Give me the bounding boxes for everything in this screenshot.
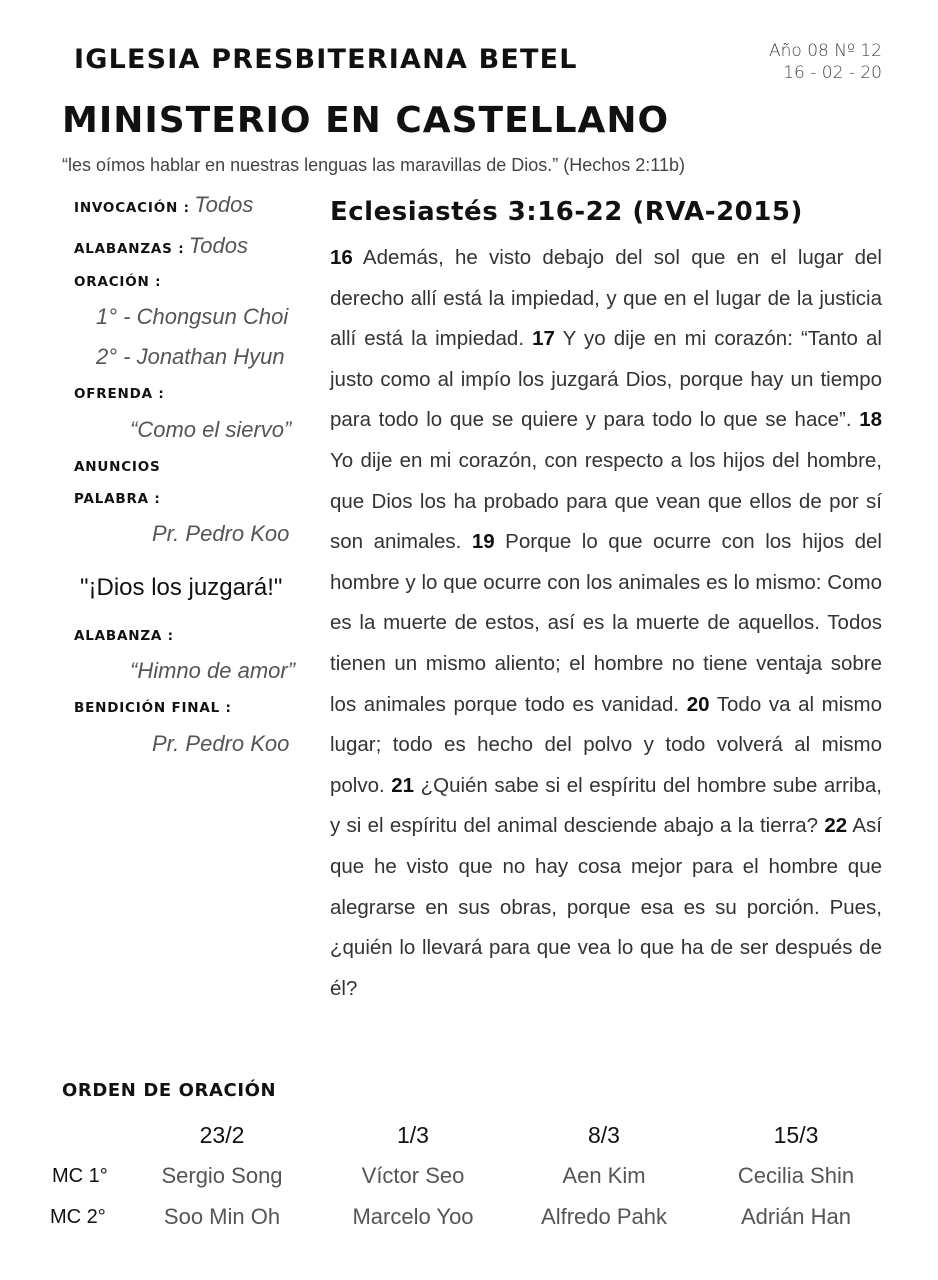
ministry-title: MINISTERIO EN CASTELLANO xyxy=(62,100,670,141)
anuncios-label: ANUNCIOS xyxy=(74,459,161,475)
sermon-title: "¡Dios los juzgará!" xyxy=(80,574,283,601)
alabanza-value: “Himno de amor” xyxy=(130,658,296,683)
alabanzas-value: Todos xyxy=(188,233,248,258)
ofrenda-value: “Como el siervo” xyxy=(130,417,292,442)
verse-number: 19 xyxy=(471,530,495,554)
bendicion-preacher: Pr. Pedro Koo xyxy=(152,731,290,756)
verse-text: Porque lo que ocurre con los hijos del hombre y lo que ocurre con los animales es lo mismo: Como es la muerte de estos, así es la muerte de aquellos. Todos tienen un mismo aliento; el hombre no tiene ventaja sobre los animales porque todo es vanidad. xyxy=(330,530,882,716)
oracion-label: ORACIÓN : xyxy=(74,274,162,290)
verse-text: Todo va al mismo lugar; todo es hecho del polvo y todo volverá al mismo polvo. xyxy=(330,692,882,797)
verse-text: Yo dije en mi corazón, con respecto a los hijos del hombre, que Dios los ha probado para que vean que ellos de por sí son animales. xyxy=(330,448,882,554)
prayer-row-label: MC 2° xyxy=(50,1206,106,1228)
prayer-name: Cecilia Shin xyxy=(737,1163,855,1188)
prayer-name: Soo Min Oh xyxy=(163,1204,281,1229)
issue-number: Año 08 Nº 12 xyxy=(768,41,882,61)
oracion-second: 2° - Jonathan Hyun xyxy=(96,344,285,369)
prayer-order-title: ORDEN DE ORACIÓN xyxy=(62,1080,277,1101)
issue-date: 16 - 02 - 20 xyxy=(783,63,882,83)
verse-number: 18 xyxy=(859,408,882,432)
prayer-row-label: MC 1° xyxy=(52,1165,108,1187)
prayer-name: Aen Kim xyxy=(562,1163,646,1188)
verse-text: Además, he visto debajo del sol que en el lugar del derecho allí está la impiedad, y que en el lugar de la justicia allí está la impiedad. xyxy=(330,246,882,351)
prayer-date: 8/3 xyxy=(588,1122,620,1148)
verse-number: 17 xyxy=(532,327,555,351)
passage-title: Eclesiastés 3:16-22 (RVA-2015) xyxy=(330,197,803,227)
invocacion-label: INVOCACIÓN : xyxy=(74,200,190,216)
ofrenda-label: OFRENDA : xyxy=(74,386,165,402)
prayer-name: Alfredo Pahk xyxy=(541,1204,667,1229)
verse-number: 22 xyxy=(824,814,848,838)
prayer-date: 23/2 xyxy=(199,1122,245,1148)
alabanzas-label: ALABANZAS : xyxy=(74,241,185,257)
prayer-name: Adrián Han xyxy=(740,1204,852,1229)
alabanzas-row xyxy=(74,233,248,259)
issue-info xyxy=(769,40,882,84)
verse-number: 16 xyxy=(330,246,353,269)
palabra-label: PALABRA : xyxy=(74,491,161,507)
verse-text: Así que he visto que no hay cosa mejor para el hombre que alegrarse en sus obras, porque esa es su porción. Pues, ¿quién lo llevará para que vea lo que ha de ser después de él? xyxy=(330,814,882,1000)
verse-text: Y yo dije en mi corazón: “Tanto al justo como al impío los juzgará Dios, porque hay un tiempo para todo lo que se quiere y para todo lo que se hace”. xyxy=(330,327,882,432)
invocacion-value: Todos xyxy=(194,192,254,217)
oracion-first: 1° - Chongsun Choi xyxy=(96,304,289,329)
alabanza-label: ALABANZA : xyxy=(74,628,174,644)
prayer-date: 15/3 xyxy=(773,1122,819,1148)
prayer-name: Sergio Song xyxy=(161,1163,283,1188)
prayer-date: 1/3 xyxy=(397,1122,429,1148)
prayer-name: Víctor Seo xyxy=(361,1163,465,1188)
church-name: IGLESIA PRESBITERIANA BETEL xyxy=(74,44,578,75)
prayer-name: Marcelo Yoo xyxy=(352,1204,474,1229)
motto-quote: “les oímos hablar en nuestras lenguas las maravillas de Dios.” (Hechos 2:11b) xyxy=(62,155,685,175)
passage-text xyxy=(330,238,882,1009)
invocacion-row xyxy=(74,192,253,218)
verse-number: 20 xyxy=(686,692,710,716)
bendicion-label: BENDICIÓN FINAL : xyxy=(74,700,232,716)
palabra-preacher: Pr. Pedro Koo xyxy=(152,521,290,546)
verse-text: ¿Quién sabe si el espíritu del hombre sube arriba, y si el espíritu del animal desciende abajo a la tierra? xyxy=(330,773,882,838)
verse-number: 21 xyxy=(391,773,415,797)
